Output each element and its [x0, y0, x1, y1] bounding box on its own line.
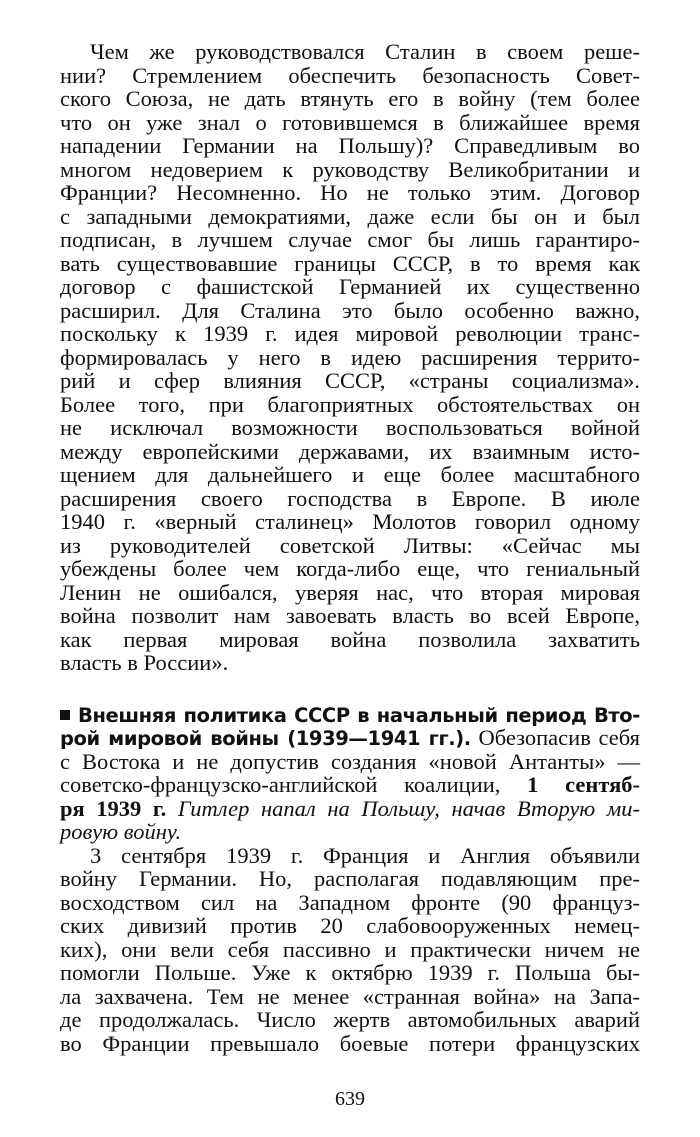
text-line: ских дивизий против 20 слабовооруженных немец- [60, 913, 640, 938]
bullet-square-icon [60, 710, 70, 720]
section-heading: Внешняя политика СССР в начальный период Вто- [78, 703, 640, 727]
text-line: многом недоверием к руководству Великобритании и [60, 156, 640, 182]
text-line: Более того, при благоприятных обстоятельствах он [60, 391, 640, 417]
text-line: формировалась у него в идею расширения террито- [60, 344, 640, 370]
text-line: из руководителей советской Литвы: «Сейчас мы [60, 532, 640, 558]
text-line [60, 726, 640, 750]
text-line: 1940 г. «верный сталинец» Молотов говорил одному [60, 509, 640, 534]
text-line: войну Германии. Но, располагая подавляющим пре- [60, 866, 640, 891]
text-line: вать существовавшие границы СССР, в то время как [60, 250, 640, 276]
text-line: война позволит нам завоевать власть во всей Европе, [60, 603, 640, 628]
text-line: Франции? Несомненно. Но не только этим. Договор [60, 180, 640, 205]
text-line: во Франции превышало боевые потери французских [60, 1030, 640, 1056]
date-emphasis: ря 1939 г. [60, 795, 167, 821]
text-line: щением для дальнейшего и еще более масштабного [60, 462, 640, 487]
text-line: рий и сфер влияния СССР, «страны социализма». [60, 368, 640, 393]
text-line: расширил. Для Сталина это было особенно важно, [60, 297, 640, 323]
text-line [60, 820, 640, 844]
text-line: ких), они вели себя пассивно и практически ничем не [60, 936, 640, 962]
italic-emphasis: ровую войну. [60, 819, 182, 844]
paragraph-phoney-war [60, 844, 640, 1056]
text-line [60, 773, 640, 797]
italic-emphasis: Гитлер напал на Польшу, начав Вторую ми- [166, 795, 640, 821]
page-text [60, 40, 640, 1055]
text-line: как первая мировая война позволила захватить [60, 626, 640, 652]
text-line: не исключал возможности воспользоваться войной [60, 415, 640, 440]
text-line: поскольку к 1939 г. идея мировой революции транс- [60, 321, 640, 346]
text-line: что он уже знал о готовившемся в ближайшее время [60, 109, 640, 135]
text-line: де продолжалась. Число жертв автомобильных аварий [60, 1007, 640, 1032]
text-run: советско-французско-английской коалиции, [60, 772, 528, 797]
text-line: ского Союза, не дать втянуть его в войну (тем более [60, 86, 640, 111]
page-number: 639 [335, 1088, 365, 1110]
text-line: между европейскими державами, их взаимным исто- [60, 438, 640, 464]
section-heading-continued: рой мировой войны (1939—1941 гг.). [60, 727, 471, 750]
text-line: договор с фашистской Германией их существенно [60, 274, 640, 299]
text-line: ла захвачена. Тем не менее «странная война» на Запа- [60, 983, 640, 1009]
text-line: расширения своего господства в Европе. В июле [60, 485, 640, 511]
text-line: подписан, в лучшем случае смог бы лишь гарантиро- [60, 227, 640, 252]
text-line: с западными демократиями, даже если бы он и был [60, 203, 640, 229]
text-run: Обезопасив себя [470, 725, 640, 750]
text-line: помогли Польше. Уже к октябрю 1939 г. Польша бы- [60, 960, 640, 985]
text-line: убеждены более чем когда-либо еще, что гениальный [60, 556, 640, 581]
text-line: восходством сил на Западном фронте (90 француз- [60, 889, 640, 915]
section-heading-line [60, 703, 640, 727]
text-line: Чем же руководствовался Сталин в своем реше- [90, 39, 640, 64]
section-gap [60, 675, 640, 703]
text-line: 3 сентября 1939 г. Франция и Англия объявили [90, 842, 640, 868]
paragraph-stalin-motives [60, 40, 640, 675]
text-line: нападении Германии на Польшу)? Справедливым во [60, 133, 640, 158]
date-emphasis: 1 сентяб- [527, 772, 641, 797]
text-line: власть в России». [60, 650, 229, 675]
text-line: нии? Стремлением обеспечить безопасность Совет- [60, 62, 640, 88]
text-line [60, 797, 640, 821]
text-line: с Востока и не допустив создания «новой Антанты» — [60, 748, 640, 774]
section-foreign-policy [60, 703, 640, 844]
text-line: Ленин не ошибался, уверяя нас, что вторая мировая [60, 579, 640, 605]
